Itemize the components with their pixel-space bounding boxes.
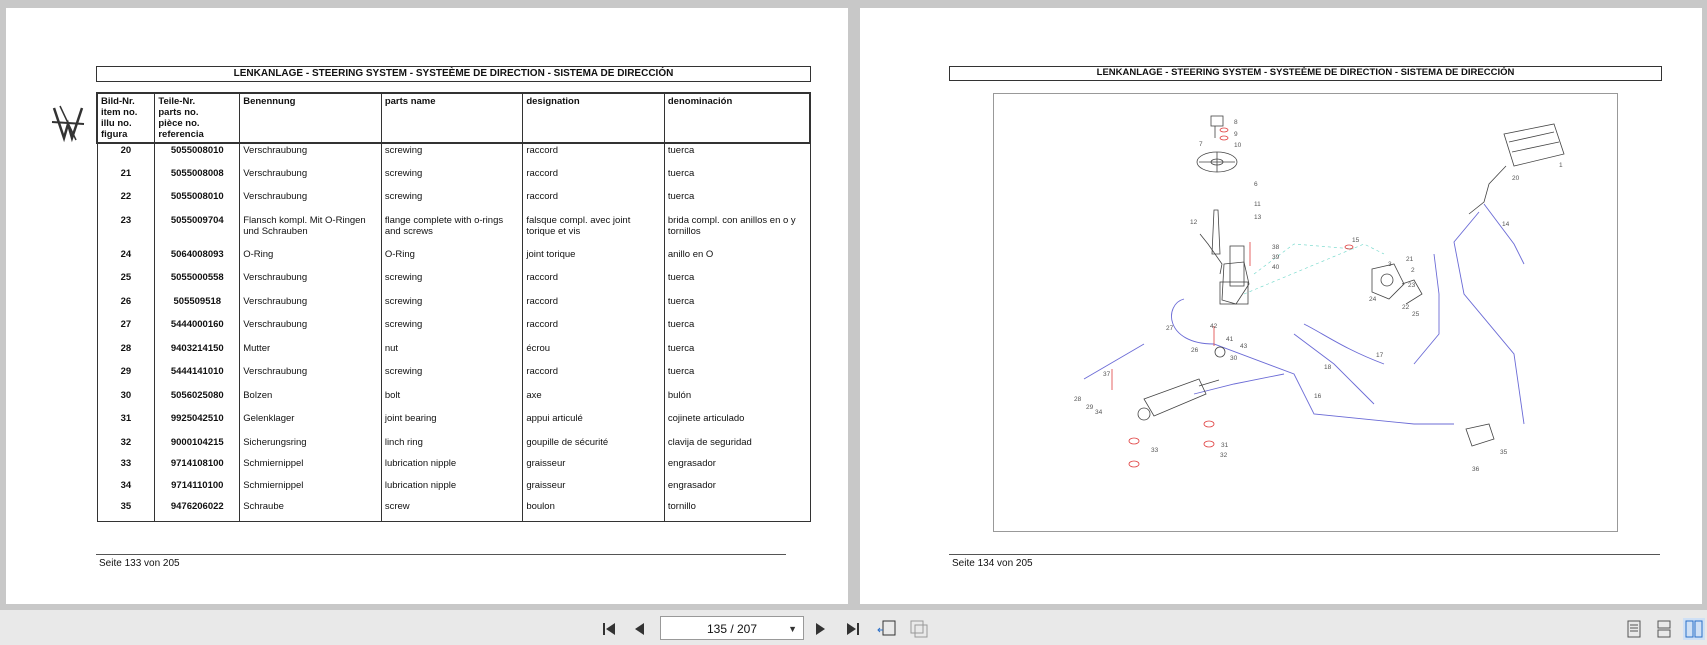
col-parts-name-cell: O-Ring <box>381 248 523 272</box>
callout-number: 2 <box>1411 267 1415 274</box>
callout-number: 34 <box>1095 409 1103 416</box>
callout-number: 39 <box>1272 254 1280 261</box>
viewer-toolbar <box>0 610 1707 645</box>
parts-table <box>96 92 811 522</box>
col-parts-name-cell: screwing <box>381 167 523 191</box>
col-designation-header: designation <box>523 93 665 143</box>
col-benennung-cell: Schmiernippel <box>240 457 382 479</box>
page-number-field[interactable] <box>660 616 804 640</box>
col-parts-name-cell: screwing <box>381 365 523 389</box>
col-denominacion-header: denominación <box>664 93 810 143</box>
col-item-no-cell: 22 <box>97 190 155 214</box>
col-parts-name-cell: screwing <box>381 318 523 342</box>
callout-number: 13 <box>1254 214 1262 221</box>
page-footer: Seite 133 von 205 <box>99 558 180 569</box>
callout-number: 6 <box>1254 181 1258 188</box>
col-part-no-header: Teile-Nr. parts no. pièce no. referencia <box>155 93 240 143</box>
col-part-no-cell: 5055009704 <box>155 214 240 248</box>
table-row <box>97 190 810 214</box>
page-title: LENKANLAGE - STEERING SYSTEM - SYSTEÈME DE DIRECTION - SISTEMA DE DIRECCIÓN <box>949 66 1662 81</box>
callout-number: 17 <box>1376 352 1384 359</box>
col-designation-cell: raccord <box>523 190 665 214</box>
col-item-no-cell: 33 <box>97 457 155 479</box>
col-part-no-cell: 5055008010 <box>155 143 240 167</box>
callout-number: 9 <box>1234 131 1238 138</box>
left-document-page <box>6 8 848 604</box>
col-item-no-cell: 20 <box>97 143 155 167</box>
table-row <box>97 167 810 191</box>
callout-number: 16 <box>1314 393 1322 400</box>
table-row <box>97 295 810 319</box>
steering-cylinder-drawing <box>1138 347 1225 420</box>
callout-number: 43 <box>1240 343 1248 350</box>
col-part-no-cell: 5055008010 <box>155 190 240 214</box>
col-designation-cell: falsque compl. avec joint torique et vis <box>523 214 665 248</box>
col-item-no-cell: 28 <box>97 342 155 366</box>
callout-number: 38 <box>1272 244 1280 251</box>
col-part-no-cell: 9925042510 <box>155 412 240 436</box>
col-parts-name-cell: screw <box>381 500 523 522</box>
callout-number: 25 <box>1412 311 1420 318</box>
callout-number: 41 <box>1226 336 1234 343</box>
table-row <box>97 342 810 366</box>
col-denominacion-cell: tuerca <box>664 190 810 214</box>
col-item-no-cell: 27 <box>97 318 155 342</box>
footer-rule <box>96 554 786 555</box>
previous-page-icon[interactable] <box>628 618 650 640</box>
col-item-no-cell: 24 <box>97 248 155 272</box>
callout-number: 30 <box>1230 355 1238 362</box>
col-parts-name-cell: screwing <box>381 143 523 167</box>
col-parts-name-cell: bolt <box>381 389 523 413</box>
col-parts-name-header: parts name <box>381 93 523 143</box>
col-item-no-cell: 23 <box>97 214 155 248</box>
col-designation-cell: joint torique <box>523 248 665 272</box>
col-benennung-cell: Mutter <box>240 342 382 366</box>
col-designation-cell: raccord <box>523 143 665 167</box>
col-benennung-cell: Verschraubung <box>240 271 382 295</box>
col-benennung-cell: Bolzen <box>240 389 382 413</box>
callout-number: 35 <box>1500 449 1508 456</box>
col-part-no-cell: 5064008093 <box>155 248 240 272</box>
col-part-no-cell: 5444141010 <box>155 365 240 389</box>
col-part-no-cell: 9714110100 <box>155 479 240 501</box>
col-benennung-cell: O-Ring <box>240 248 382 272</box>
col-part-no-cell: 5055000558 <box>155 271 240 295</box>
callout-number: 10 <box>1234 142 1242 149</box>
col-denominacion-cell: engrasador <box>664 457 810 479</box>
col-item-no-cell: 35 <box>97 500 155 522</box>
page-indicator: 135 / 207 <box>706 622 758 636</box>
callout-number: 32 <box>1220 452 1228 459</box>
callout-number: 3 <box>1388 261 1392 268</box>
company-logo <box>50 102 86 144</box>
col-parts-name-cell: lubrication nipple <box>381 479 523 501</box>
col-designation-cell: goupille de sécurité <box>523 436 665 458</box>
col-denominacion-cell: tuerca <box>664 318 810 342</box>
table-row <box>97 143 810 167</box>
callout-number: 37 <box>1103 371 1111 378</box>
table-row <box>97 389 810 413</box>
col-designation-cell: raccord <box>523 365 665 389</box>
col-parts-name-cell: nut <box>381 342 523 366</box>
col-denominacion-cell: tuerca <box>664 342 810 366</box>
col-item-no-cell: 29 <box>97 365 155 389</box>
table-row <box>97 436 810 458</box>
col-denominacion-cell: tuerca <box>664 167 810 191</box>
col-designation-cell: axe <box>523 389 665 413</box>
callout-number: 12 <box>1190 219 1198 226</box>
col-item-no-cell: 25 <box>97 271 155 295</box>
col-designation-cell: raccord <box>523 318 665 342</box>
col-denominacion-cell: tuerca <box>664 143 810 167</box>
col-denominacion-cell: clavija de seguridad <box>664 436 810 458</box>
col-designation-cell: boulon <box>523 500 665 522</box>
callout-number: 20 <box>1512 175 1520 182</box>
callout-number: 33 <box>1151 447 1159 454</box>
control-valve-drawing <box>1469 124 1564 214</box>
col-parts-name-cell: flange complete with o-rings and screws <box>381 214 523 248</box>
col-designation-cell: écrou <box>523 342 665 366</box>
col-benennung-cell: Schraube <box>240 500 382 522</box>
callout-number: 11 <box>1254 201 1261 208</box>
col-benennung-cell: Sicherungsring <box>240 436 382 458</box>
callout-number: 24 <box>1369 296 1377 303</box>
col-denominacion-cell: anillo en O <box>664 248 810 272</box>
col-benennung-cell: Verschraubung <box>240 143 382 167</box>
table-row <box>97 365 810 389</box>
callout-number: 31 <box>1221 442 1229 449</box>
col-benennung-header: Benennung <box>240 93 382 143</box>
col-part-no-cell: 5056025080 <box>155 389 240 413</box>
callout-number: 8 <box>1234 119 1238 126</box>
callout-number: 21 <box>1406 256 1414 263</box>
callout-number: 27 <box>1166 325 1174 332</box>
callout-number: 40 <box>1272 264 1280 271</box>
table-row <box>97 318 810 342</box>
o-ring-markers <box>1112 128 1353 467</box>
assembly-guide-lines <box>1244 244 1384 294</box>
callout-number: 14 <box>1502 221 1510 228</box>
callout-number: 23 <box>1408 282 1416 289</box>
fit-page-icon[interactable] <box>908 618 930 640</box>
col-denominacion-cell: cojinete articulado <box>664 412 810 436</box>
col-part-no-cell: 9000104215 <box>155 436 240 458</box>
continuous-view-icon[interactable] <box>1653 618 1675 640</box>
callout-number: 1 <box>1559 162 1563 169</box>
table-body <box>97 143 810 522</box>
col-designation-cell: raccord <box>523 271 665 295</box>
col-part-no-cell: 505509518 <box>155 295 240 319</box>
col-part-no-cell: 5444000160 <box>155 318 240 342</box>
col-item-no-cell: 32 <box>97 436 155 458</box>
col-item-no-header: Bild-Nr. item no. illu no. figura <box>97 93 155 143</box>
right-document-page <box>860 8 1702 604</box>
col-denominacion-cell: tornillo <box>664 500 810 522</box>
table-row <box>97 457 810 479</box>
col-parts-name-cell: joint bearing <box>381 412 523 436</box>
col-item-no-cell: 31 <box>97 412 155 436</box>
col-benennung-cell: Gelenklager <box>240 412 382 436</box>
col-denominacion-cell: bulón <box>664 389 810 413</box>
col-item-no-cell: 26 <box>97 295 155 319</box>
hydraulic-hoses-drawing <box>1084 204 1524 424</box>
page-footer: Seite 134 von 205 <box>952 558 1033 569</box>
facing-pages-view-icon[interactable] <box>1683 618 1705 640</box>
next-page-icon[interactable] <box>810 618 832 640</box>
col-denominacion-cell: tuerca <box>664 271 810 295</box>
callout-number: 42 <box>1210 323 1218 330</box>
col-item-no-cell: 21 <box>97 167 155 191</box>
table-row <box>97 412 810 436</box>
col-parts-name-cell: screwing <box>381 271 523 295</box>
table-header-row <box>97 93 810 143</box>
col-designation-cell: appui articulé <box>523 412 665 436</box>
col-benennung-cell: Verschraubung <box>240 295 382 319</box>
page-title: LENKANLAGE - STEERING SYSTEM - SYSTEÈME DE DIRECTION - SISTEMA DE DIRECCIÓN <box>96 66 811 82</box>
table-row <box>97 500 810 522</box>
col-designation-cell: raccord <box>523 295 665 319</box>
col-benennung-cell: Schmiernippel <box>240 479 382 501</box>
col-item-no-cell: 34 <box>97 479 155 501</box>
callout-number: 36 <box>1472 466 1480 473</box>
callout-number: 22 <box>1402 304 1410 311</box>
callout-number: 18 <box>1324 364 1332 371</box>
col-benennung-cell: Flansch kompl. Mit O-Ringen und Schrauben <box>240 214 382 248</box>
col-designation-cell: raccord <box>523 167 665 191</box>
col-benennung-cell: Verschraubung <box>240 167 382 191</box>
callout-number: 29 <box>1086 404 1094 411</box>
last-page-icon[interactable] <box>842 618 864 640</box>
callout-number: 7 <box>1199 141 1203 148</box>
col-part-no-cell: 5055008008 <box>155 167 240 191</box>
col-parts-name-cell: lubrication nipple <box>381 457 523 479</box>
footer-rule <box>949 554 1660 555</box>
table-row <box>97 271 810 295</box>
col-parts-name-cell: screwing <box>381 295 523 319</box>
diagram-callouts <box>1074 119 1563 473</box>
col-designation-cell: graisseur <box>523 457 665 479</box>
col-designation-cell: graisseur <box>523 479 665 501</box>
chevron-down-icon[interactable]: ▼ <box>788 624 797 634</box>
table-row <box>97 479 810 501</box>
fit-width-icon[interactable] <box>876 618 898 640</box>
callout-number: 26 <box>1191 347 1199 354</box>
col-parts-name-cell: linch ring <box>381 436 523 458</box>
col-part-no-cell: 9403214150 <box>155 342 240 366</box>
col-benennung-cell: Verschraubung <box>240 318 382 342</box>
table-row <box>97 248 810 272</box>
col-item-no-cell: 30 <box>97 389 155 413</box>
col-parts-name-cell: screwing <box>381 190 523 214</box>
col-denominacion-cell: tuerca <box>664 295 810 319</box>
col-denominacion-cell: tuerca <box>664 365 810 389</box>
col-benennung-cell: Verschraubung <box>240 365 382 389</box>
col-part-no-cell: 9476206022 <box>155 500 240 522</box>
pump-drawing <box>1372 264 1494 446</box>
callout-number: 28 <box>1074 396 1082 403</box>
col-denominacion-cell: engrasador <box>664 479 810 501</box>
single-page-view-icon[interactable] <box>1623 618 1645 640</box>
col-denominacion-cell: brida compl. con anillos en o y tornillos <box>664 214 810 248</box>
col-part-no-cell: 9714108100 <box>155 457 240 479</box>
table-row <box>97 214 810 248</box>
col-benennung-cell: Verschraubung <box>240 190 382 214</box>
first-page-icon[interactable] <box>598 618 620 640</box>
steering-system-diagram <box>993 93 1618 532</box>
callout-number: 15 <box>1352 237 1360 244</box>
